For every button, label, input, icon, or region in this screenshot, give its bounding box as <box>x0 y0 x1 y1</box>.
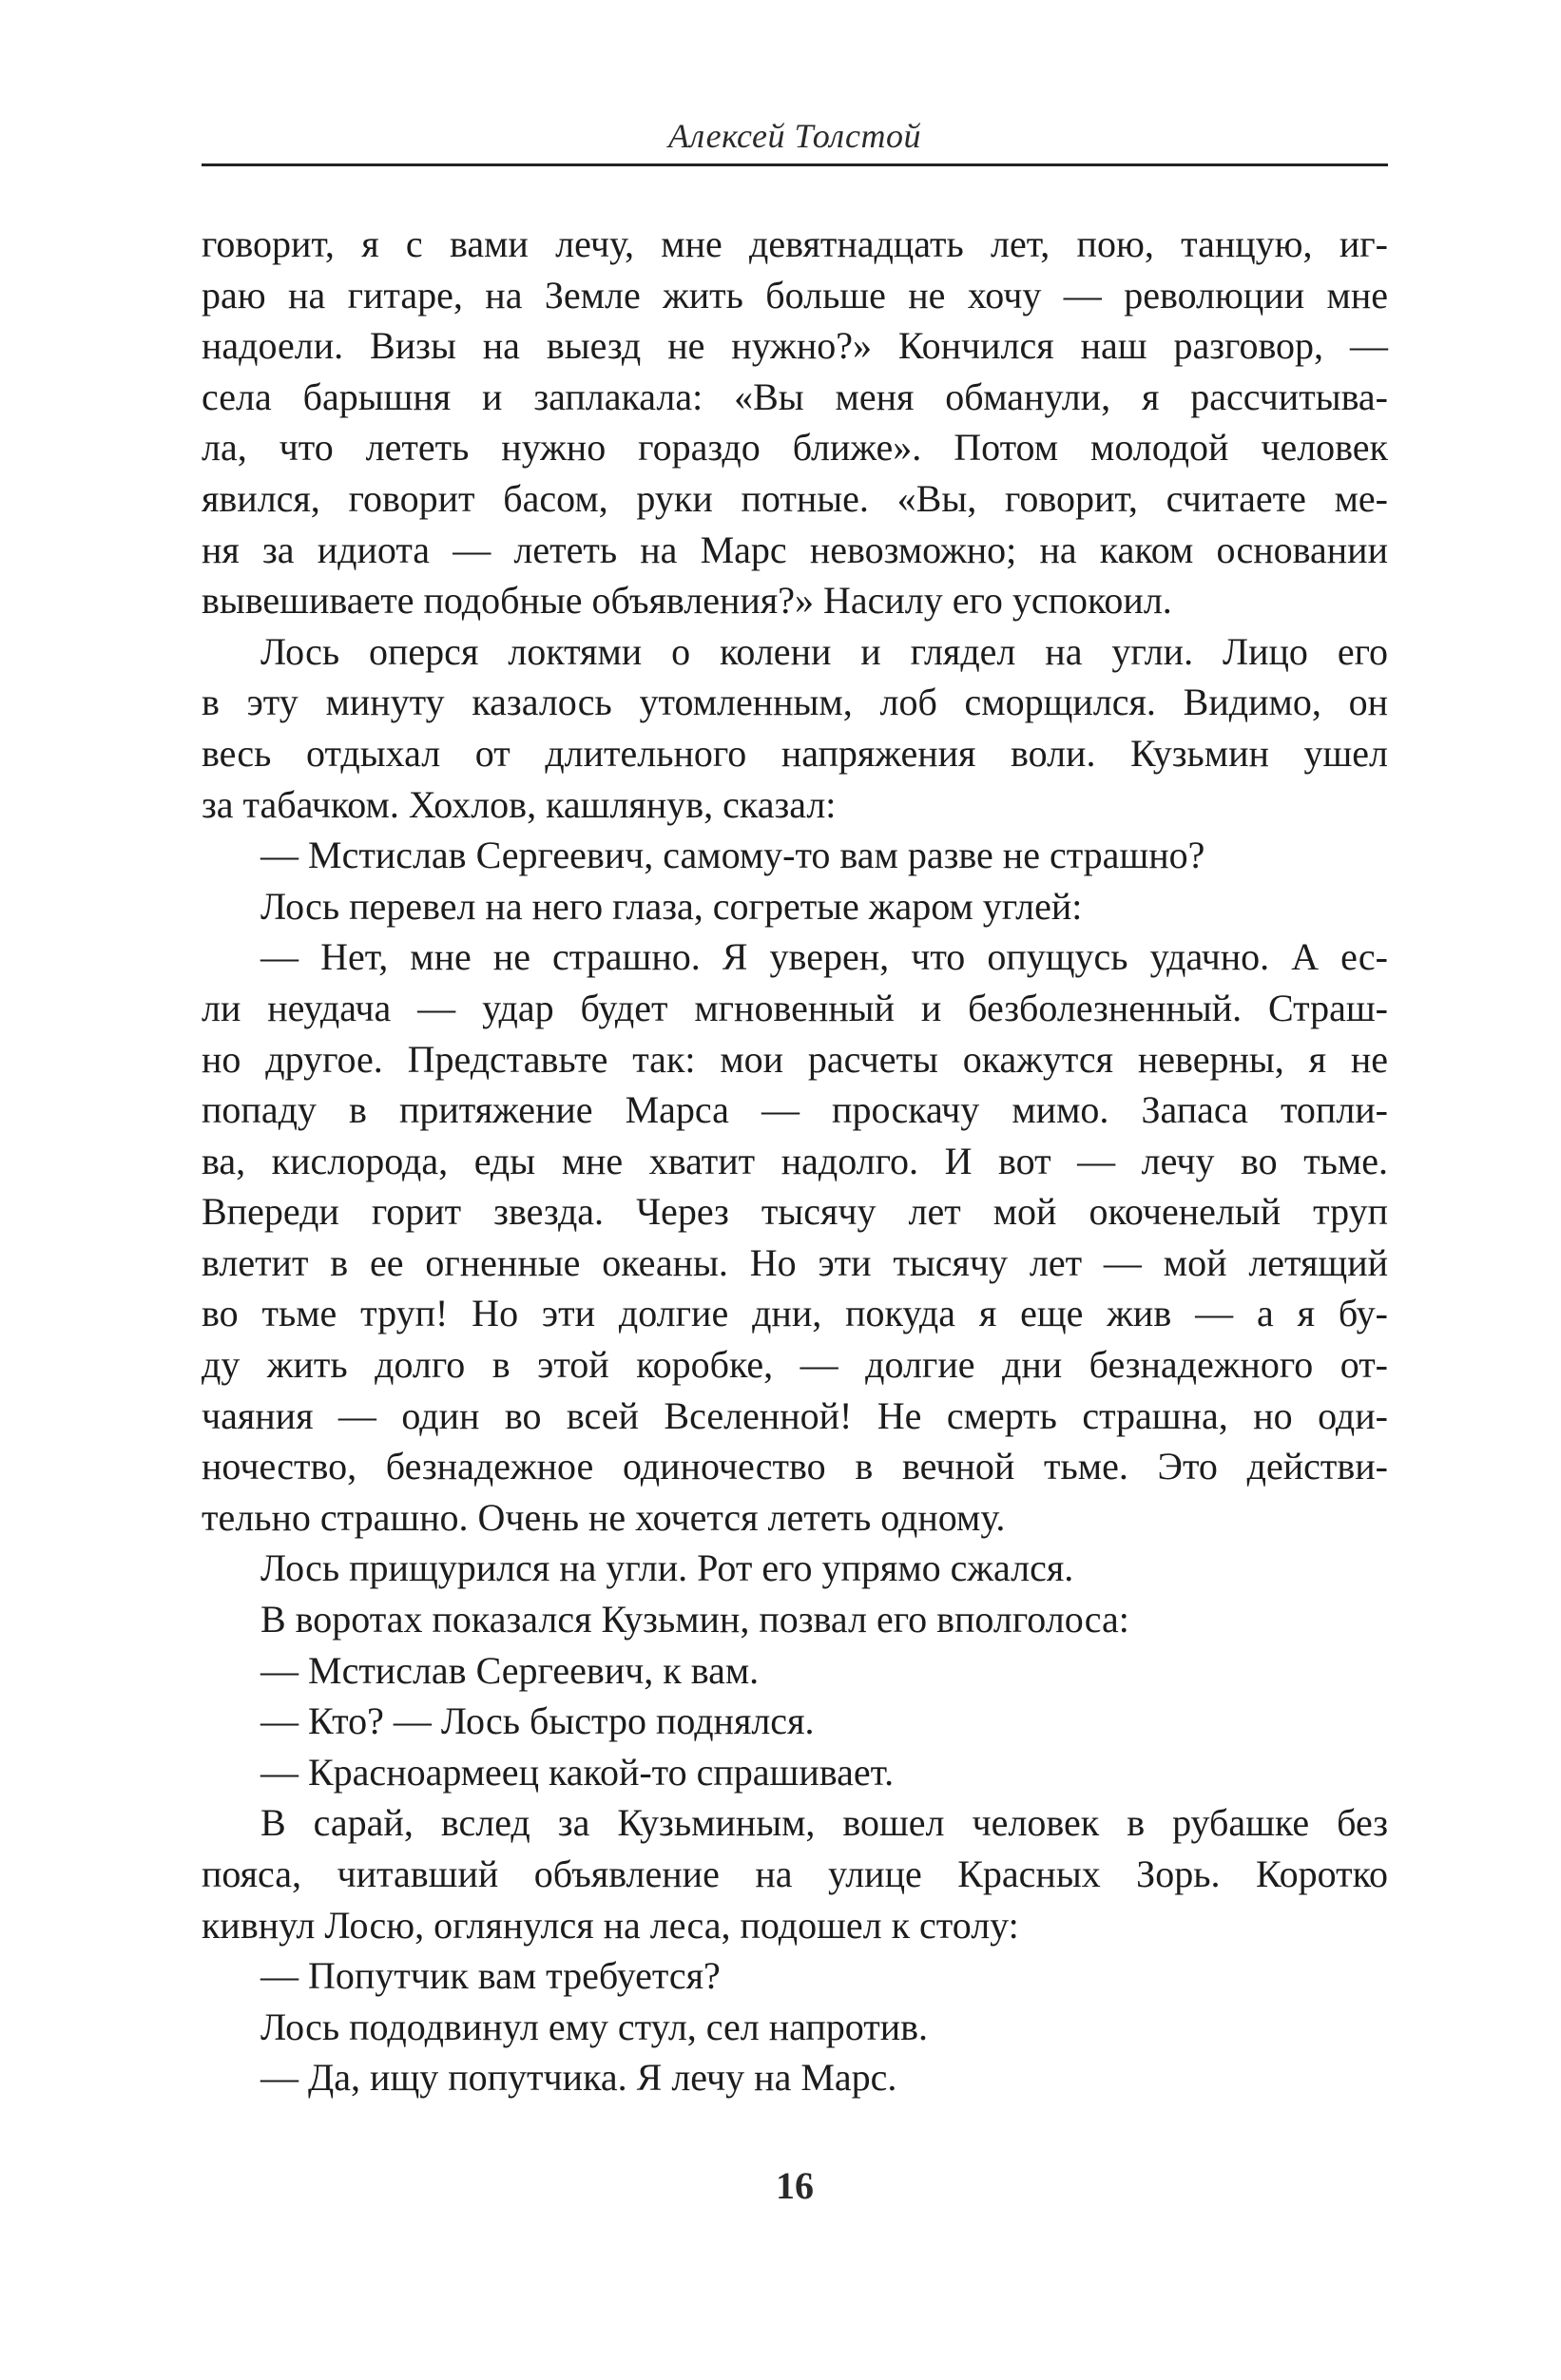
text-line: Впереди горит звезда. Через тысячу лет мой окоченелый труп <box>202 1190 1388 1234</box>
text-line: но другое. Представьте так: мои расчеты окажутся неверны, я не <box>202 1037 1388 1081</box>
text-line: явился, говорит басом, руки потные. «Вы, говорит, считаете ме- <box>202 476 1388 520</box>
text-line: села барышня и заплакала: «Вы меня обманули, я рассчитыва- <box>202 374 1388 418</box>
text-line: попаду в притяжение Марса — проскачу мимо. Запаса топли- <box>202 1088 1388 1132</box>
text-line: надоели. Визы на выезд не нужно?» Кончился наш разговор, — <box>202 324 1388 368</box>
text-line: — Красноармеец какой-то спрашивает. <box>260 1750 895 1794</box>
text-line: Лось оперся локтями о колени и глядел на угли. Лицо его <box>260 629 1388 673</box>
text-line: ночество, безнадежное одиночество в вечной тьме. Это действи- <box>202 1445 1388 1488</box>
text-line: — Мстислав Сергеевич, самому-то вам разве не страшно? <box>260 834 1205 877</box>
running-head: Алексей Толстой <box>668 117 921 155</box>
text-line: вывешиваете подобные объявления?» Насилу его успокоил. <box>202 579 1172 623</box>
text-line: раю на гитаре, на Земле жить больше не хочу — революции мне <box>202 273 1388 317</box>
text-line: говорит, я с вами лечу, мне девятнадцать лет, пою, танцую, иг- <box>202 222 1388 265</box>
text-line: — Мстислав Сергеевич, к вам. <box>260 1648 760 1692</box>
text-line: В воротах показался Кузьмин, позвал его вполголоса: <box>260 1598 1129 1641</box>
text-line: ня за идиота — лететь на Марс невозможно; на каком основании <box>202 528 1388 571</box>
text-line: Лось перевел на него глаза, согретые жаром углей: <box>260 884 1083 928</box>
text-line: в эту минуту казалось утомленным, лоб сморщился. Видимо, он <box>202 681 1388 724</box>
text-line: чаяния — один во всей Вселенной! Не смерть страшна, но оди- <box>202 1393 1388 1437</box>
text-line: кивнул Лосю, оглянулся на леса, подошел к столу: <box>202 1903 1019 1947</box>
text-line: ли неудача — удар будет мгновенный и безболезненный. Страш- <box>202 986 1388 1029</box>
text-line: весь отдыхал от длительного напряжения воли. Кузьмин ушел <box>202 731 1388 775</box>
text-line: В сарай, вслед за Кузьминым, вошел человек в рубашке без <box>260 1801 1388 1845</box>
page-number: 16 <box>776 2164 814 2207</box>
body-text <box>202 219 1388 2103</box>
text-line: во тьме труп! Но эти долгие дни, покуда я еще жив — а я бу- <box>202 1292 1388 1335</box>
text-line: за табачком. Хохлов, кашлянув, сказал: <box>202 782 837 826</box>
text-line: Лось пододвинул ему стул, сел напротив. <box>260 2005 929 2048</box>
text-line: — Да, ищу попутчика. Я лечу на Марс. <box>260 2056 897 2100</box>
text-line: — Нет, мне не страшно. Я уверен, что опущусь удачно. А ес- <box>260 935 1388 979</box>
text-line: Лось прищурился на угли. Рот его упрямо сжался. <box>260 1546 1074 1590</box>
text-line: ду жить долго в этой коробке, — долгие дни безнадежного от- <box>202 1343 1388 1387</box>
text-line: ва, кислорода, еды мне хватит надолго. И вот — лечу во тьме. <box>202 1139 1388 1182</box>
text-line: — Попутчик вам требуется? <box>260 1954 721 1998</box>
text-line: пояса, читавший объявление на улице Красных Зорь. Коротко <box>202 1852 1388 1895</box>
text-line: влетит в ее огненные океаны. Но эти тысячу лет — мой летящий <box>202 1240 1388 1284</box>
header-rule <box>202 163 1388 166</box>
text-line: — Кто? — Лось быстро поднялся. <box>260 1699 815 1743</box>
text-line: тельно страшно. Очень не хочется лететь одному. <box>202 1495 1006 1539</box>
text-line: ла, что лететь нужно гораздо ближе». Потом молодой человек <box>202 426 1388 470</box>
